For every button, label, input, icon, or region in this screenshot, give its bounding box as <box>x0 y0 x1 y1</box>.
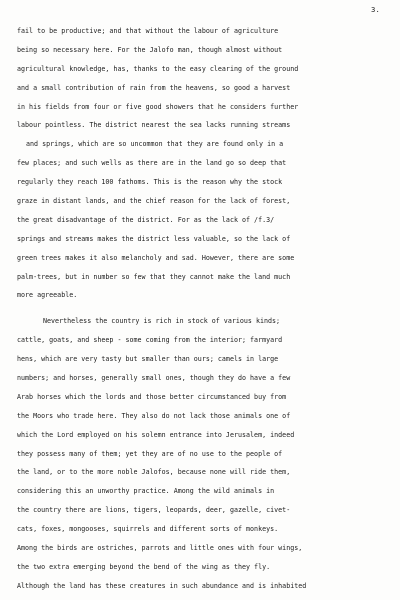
text-line: considering this an unworthy practice. Among the wild animals in <box>17 487 275 496</box>
text-line: palm-trees, but in number so few that they cannot make the land much <box>17 272 291 281</box>
text-line: graze in distant lands, and the chief reason for the lack of forest, <box>17 197 291 206</box>
text-line: the Moors who trade here. They also do not lack those animals one of <box>17 411 291 420</box>
text-line: the land, or to the more noble Jalofos, because none will ride them, <box>17 468 291 477</box>
text-line: Among the birds are ostriches, parrots and little ones with four wings, <box>17 544 303 553</box>
text-line: Nevertheless the country is rich in stock of various kinds; <box>43 317 281 326</box>
text-line: being so necessary here. For the Jalofo man, though almost without <box>17 45 283 54</box>
text-line: in his fields from four or five good showers that he considers further <box>17 102 299 111</box>
text-line: and springs, which are so uncommon that they are found only in a <box>26 140 284 149</box>
text-line: agricultural knowledge, has, thanks to the easy clearing of the ground <box>17 64 299 73</box>
text-line: they possess many of them; yet they are of no use to the people of <box>17 449 283 458</box>
text-line: few places; and such wells as there are in the land go so deep that <box>17 159 287 168</box>
text-line: Arab horses which the lords and those better circumstanced buy from <box>17 392 287 401</box>
body-text <box>17 22 389 596</box>
paragraph-gap <box>17 305 389 312</box>
text-line: regularly they reach 100 fathoms. This is the reason why the stock <box>17 178 283 187</box>
text-line: fail to be productive; and that without the labour of agriculture <box>17 27 279 35</box>
text-line: the great disadvantage of the district. For as the lack of /f.3/ <box>17 215 275 224</box>
text-line: springs and streams makes the district less valuable, so the lack of <box>17 234 291 243</box>
paragraph-2 <box>17 312 389 595</box>
text-line: numbers; and horses, generally small ones, though they do have a few <box>17 374 291 383</box>
text-line: the two extra emerging beyond the bend of the wing as they fly. <box>17 562 271 571</box>
text-line: hens, which are very tasty but smaller than ours; camels in large <box>17 355 279 364</box>
text-line: Although the land has these creatures in such abundance and is inhabited <box>17 581 307 590</box>
page-number: 3. <box>370 5 380 14</box>
text-line: the country there are lions, tigers, leopards, deer, gazelle, civet- <box>17 506 291 515</box>
text-line: labour pointless. The district nearest the sea lacks running streams <box>17 121 291 130</box>
text-line: more agreeable. <box>17 291 78 300</box>
text-line: green trees makes it also melancholy and sad. However, there are some <box>17 253 295 262</box>
text-line: and a small contribution of rain from the heavens, so good a harvest <box>17 83 291 92</box>
text-line: which the Lord employed on his solemn entrance into Jerusalem, indeed <box>17 430 295 439</box>
paragraph-1 <box>17 22 389 305</box>
text-line: cattle, goats, and sheep - some coming from the interior; farmyard <box>17 336 283 345</box>
text-line: cats, foxes, mongooses, squirrels and different sorts of monkeys. <box>17 525 279 534</box>
